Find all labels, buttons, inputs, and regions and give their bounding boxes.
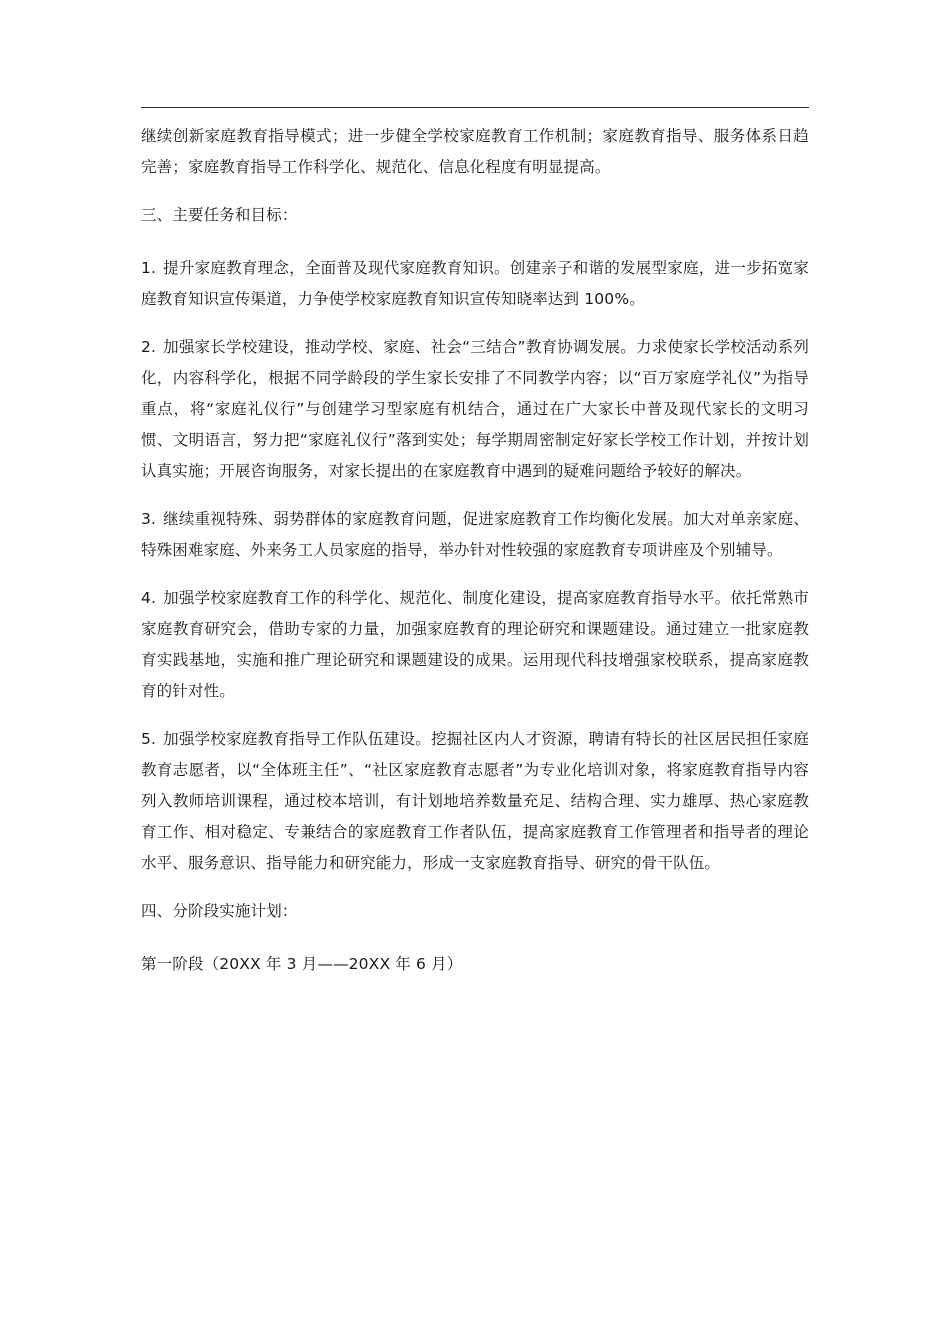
list-item-1: [141, 253, 809, 315]
list-number: 2.: [141, 338, 157, 356]
phase-one-heading: 第一阶段（20XX 年 3 月——20XX 年 6 月）: [141, 955, 463, 973]
list-item-text: 继续重视特殊、弱势群体的家庭教育问题，促进家庭教育工作均衡化发展。加大对单亲家庭、特殊困难家庭、外来务工人员家庭的指导，举办针对性较强的家庭教育专项讲座及个别辅导。: [141, 510, 809, 559]
list-item-3: [141, 504, 809, 566]
list-item-text: 提升家庭教育理念，全面普及现代家庭教育知识。创建亲子和谐的发展型家庭，进一步拓宽家庭教育知识宣传渠道，力争使学校家庭教育知识宣传知晓率达到 100%。: [141, 259, 809, 308]
list-item-text: 加强家长学校建设，推动学校、家庭、社会“三结合”教育协调发展。力求使家长学校活动系列化，内容科学化，根据不同学龄段的学生家长安排了不同教学内容；以“百万家庭学礼仪”为指导重点，将“家庭礼仪行”与创建学习型家庭有机结合，通过在广大家长中普及现代家长的文明习惯、文明语言，努力把“家庭礼仪行”落到实处；每学期周密制定好家长学校工作计划，并按计划认真实施；开展咨询服务，对家长提出的在家庭教育中遇到的疑难问题给予较好的解决。: [141, 338, 809, 480]
paragraph-intro: 继续创新家庭教育指导模式；进一步健全学校家庭教育工作机制；家庭教育指导、服务体系日趋完善；家庭教育指导工作科学化、规范化、信息化程度有明显提高。: [141, 127, 809, 176]
list-number: 1.: [141, 259, 157, 277]
list-number: 4.: [141, 589, 157, 607]
section-heading-main-tasks: 三、主要任务和目标：: [141, 206, 298, 224]
section-heading-phased-plan: 四、分阶段实施计划：: [141, 902, 298, 920]
list-number: 3.: [141, 510, 157, 528]
list-item-text: 加强学校家庭教育指导工作队伍建设。挖掘社区内人才资源，聘请有特长的社区居民担任家庭教育志愿者，以“全体班主任”、“社区家庭教育志愿者”为专业化培训对象，将家庭教育指导内容列入教师培训课程，通过校本培训，有计划地培养数量充足、结构合理、实力雄厚、热心家庭教育工作、相对稳定、专兼结合的家庭教育工作者队伍，提高家庭教育工作管理者和指导者的理论水平、服务意识、指导能力和研究能力，形成一支家庭教育指导、研究的骨干队伍。: [141, 730, 809, 872]
header-rule: [141, 107, 809, 108]
list-item-text: 加强学校家庭教育工作的科学化、规范化、制度化建设，提高家庭教育指导水平。依托常熟市家庭教育研究会，借助专家的力量，加强家庭教育的理论研究和课题建设。通过建立一批家庭教育实践基地，实施和推广理论研究和课题建设的成果。运用现代科技增强家校联系，提高家庭教育的针对性。: [141, 589, 809, 700]
list-item-4: [141, 583, 809, 707]
list-item-2: [141, 332, 809, 487]
list-item-5: [141, 724, 809, 879]
document-body: [141, 121, 809, 997]
list-number: 5.: [141, 730, 157, 748]
